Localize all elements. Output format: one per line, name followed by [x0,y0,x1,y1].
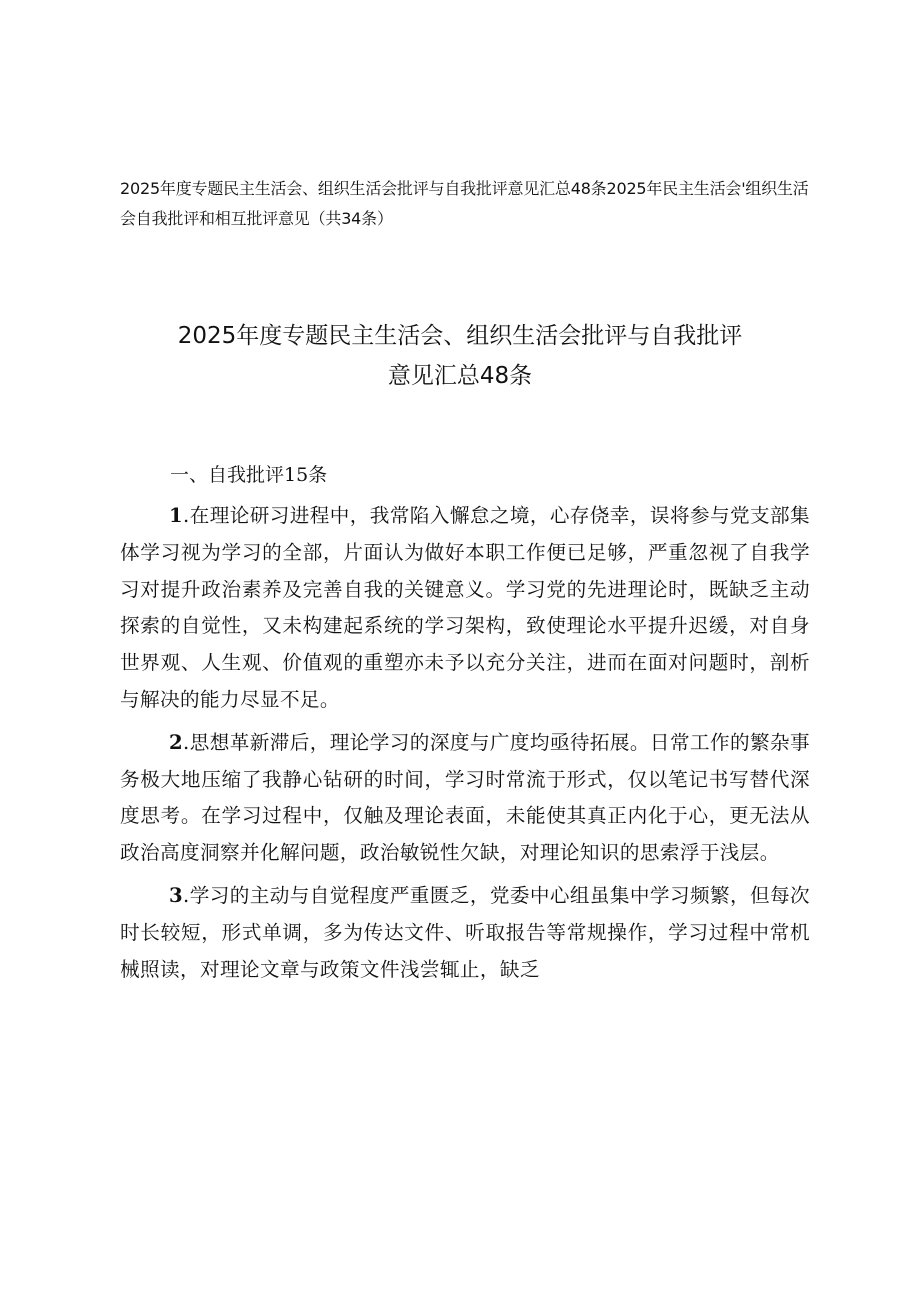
document-title-line-2: 意见汇总48条 [387,363,533,389]
paragraph-text: .学习的主动与自觉程度严重匮乏，党委中心组虽集中学习频繁，但每次时长较短，形式单调，多为传达文件、听取报告等常规操作，学习过程中常机械照读，对理论文章与政策文件浅尝辄止，缺乏 [120,883,810,981]
paragraph-number: 1 [169,504,184,527]
cover-title: 2025年度专题民主生活会、组织生活会批评与自我批评意见汇总48条2025年民主生活会'组织生活会自我批评和相互批评意见（共34条） [120,179,809,228]
paragraph-1 [120,498,810,719]
document-title [120,316,800,396]
document-body [120,460,810,994]
paragraph-text: .思想革新滞后，理论学习的深度与广度均亟待拓展。日常工作的繁杂事务极大地压缩了我静心钻研的时间，学习时常流于形式，仅以笔记书写替代深度思考。在学习过程中，仅触及理论表面，未能使其真正内化于心，更无法从政治高度洞察并化解问题，政治敏锐性欠缺，对理论知识的思索浮于浅层。 [120,730,810,865]
paragraph-text: .在理论研习进程中，我常陷入懈怠之境，心存侥幸，误将参与党支部集体学习视为学习的全部，片面认为做好本职工作便已足够，严重忽视了自我学习对提升政治素养及完善自我的关键意义。学习党的先进理论时，既缺乏主动探索的自觉性，又未构建起系统的学习架构，致使理论水平提升迟缓，对自身世界观、人生观、价值观的重塑亦未予以充分关注，进而在面对问题时，剖析与解决的能力尽显不足。 [120,504,810,711]
document-title-line-1: 2025年度专题民主生活会、组织生活会批评与自我批评 [177,323,743,349]
paragraph-3 [120,878,810,988]
paragraph-number: 3 [169,883,184,907]
section-heading: 一、自我批评15条 [170,464,328,486]
paragraph-2 [120,725,810,872]
paragraph-number: 2 [169,730,184,754]
